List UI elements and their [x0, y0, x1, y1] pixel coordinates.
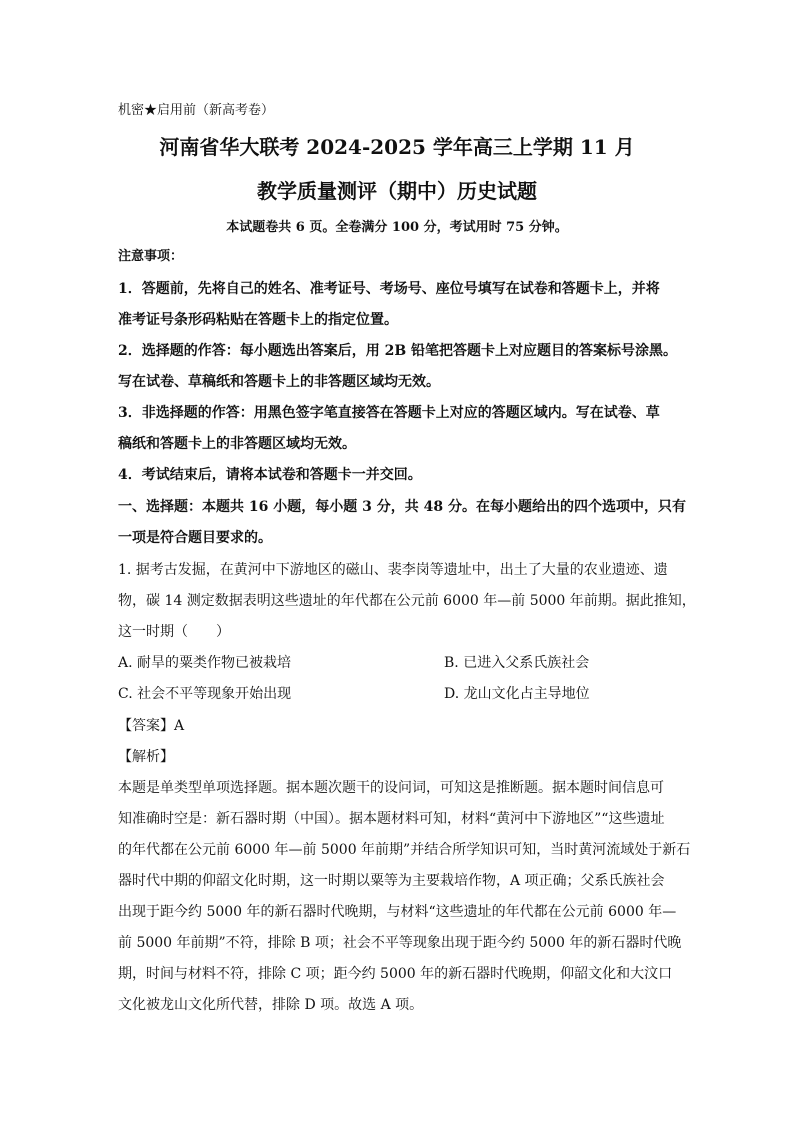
analysis-heading: 【解析】 — [118, 749, 174, 765]
notes-heading: 注意事项： — [118, 249, 184, 264]
confidential-label: 机密★启用前（新高考卷） — [118, 103, 275, 118]
exam-subtitle: 本试题卷共 6 页。全卷满分 100 分，考试用时 75 分钟。 — [226, 220, 568, 235]
notes-line: 2．选择题的作答：每小题选出答案后，用 2B 铅笔把答题卡上对应题目的答案标号涂黑。 — [118, 343, 678, 359]
option-d: D. 龙山文化占主导地位 — [444, 686, 590, 702]
section-heading-cont: 一项是符合题目要求的。 — [118, 530, 272, 546]
notes-line: 稿纸和答题卡上的非答题区域均无效。 — [118, 436, 356, 452]
analysis-line: 本题是单类型单项选择题。据本题次题干的设问词，可知这是推断题。据本题时间信息可 — [118, 780, 664, 796]
section-heading: 一、选择题：本题共 16 小题，每小题 3 分，共 48 分。在每小题给出的四个选项中，只有 — [118, 499, 686, 515]
analysis-line: 文化被龙山文化所代替，排除 D 项。故选 A 项。 — [118, 997, 424, 1013]
option-b: B. 已进入父系氏族社会 — [444, 655, 590, 671]
page-title-line-2: 教学质量测评（期中）历史试题 — [257, 179, 537, 203]
analysis-line: 知准确时空是：新石器时期（中国）。据本题材料可知，材料“黄河中下游地区”“这些遗址 — [118, 811, 665, 827]
option-c: C. 社会不平等现象开始出现 — [118, 686, 292, 702]
question-1-stem: 1. 据考古发掘，在黄河中下游地区的磁山、裴李岗等遗址中，出土了大量的农业遗迹、遗 — [118, 562, 668, 578]
notes-line: 1．答题前，先将自己的姓名、准考证号、考场号、座位号填写在试卷和答题卡上，并将 — [118, 281, 660, 297]
analysis-line: 出现于距今约 5000 年的新石器时代晚期，与材料“这些遗址的年代都在公元前 6000 年— — [118, 904, 677, 920]
notes-line: 准考证号条形码粘贴在答题卡上的指定位置。 — [118, 312, 398, 328]
question-1-stem: 物，碳 14 测定数据表明这些遗址的年代都在公元前 6000 年—前 5000 年前期。据此推知， — [118, 593, 696, 609]
question-1-stem: 这一时期（ ） — [118, 624, 230, 640]
analysis-line: 器时代中期的仰韶文化时期，这一时期以粟等为主要栽培作物，A 项正确；父系氏族社会 — [118, 873, 665, 889]
option-a: A. 耐旱的粟类作物已被栽培 — [118, 655, 292, 671]
notes-line: 3．非选择题的作答：用黑色签字笔直接答在答题卡上对应的答题区域内。写在试卷、草 — [118, 405, 660, 421]
analysis-line: 期，时间与材料不符，排除 C 项；距今约 5000 年的新石器时代晚期，仰韶文化和大汶口 — [118, 966, 673, 982]
analysis-line: 的年代都在公元前 6000 年—前 5000 年前期”并结合所学知识可知，当时黄河流域处于新石 — [118, 842, 691, 858]
page-title-line-1: 河南省华大联考 2024-2025 学年高三上学期 11 月 — [159, 135, 635, 159]
analysis-line: 前 5000 年前期”不符，排除 B 项；社会不平等现象出现于距今约 5000 年的新石器时代晚 — [118, 935, 682, 951]
answer-label: 【答案】A — [118, 718, 185, 734]
notes-line: 写在试卷、草稿纸和答题卡上的非答题区域均无效。 — [118, 374, 440, 390]
notes-line: 4．考试结束后，请将本试卷和答题卡一并交回。 — [118, 467, 422, 483]
